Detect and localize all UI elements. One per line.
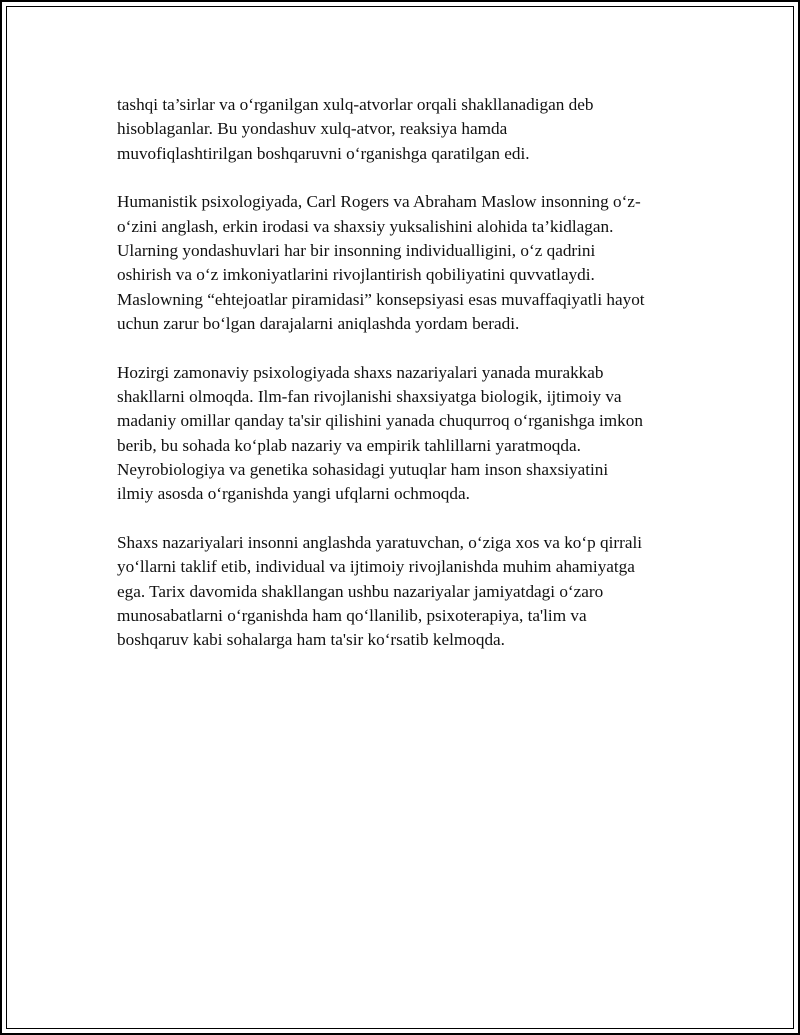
text-line: Ularning yondashuvlari har bir insonning individualligini, o‘z qadrini xyxy=(117,240,596,260)
text-line: yo‘llarni taklif etib, individual va ijtimoiy rivojlanishda muhim ahamiyatga xyxy=(117,557,635,577)
text-line: ega. Tarix davomida shakllangan ushbu nazariyalar jamiyatdagi o‘zaro xyxy=(117,581,604,601)
text-line: ilmiy asosda o‘rganishda yangi ufqlarni ochmoqda. xyxy=(117,484,470,504)
document-body xyxy=(117,93,692,677)
paragraph-modern xyxy=(117,361,692,507)
text-line: hisoblaganlar. Bu yondashuv xulq-atvor, reaksiya hamda xyxy=(117,119,508,139)
text-line: Humanistik psixologiyada, Carl Rogers va Abraham Maslow insonning o‘z- xyxy=(117,192,641,212)
text-line: oshirish va o‘z imkoniyatlarini rivojlantirish qobiliyatini quvvatlaydi. xyxy=(117,265,595,285)
text-line: Hozirgi zamonaviy psixologiyada shaxs nazariyalari yanada murakkab xyxy=(117,362,604,382)
text-line: shakllarni olmoqda. Ilm-fan rivojlanishi shaxsiyatga biologik, ijtimoiy va xyxy=(117,386,622,406)
text-line: o‘zini anglash, erkin irodasi va shaxsiy yuksalishini alohida ta’kidlagan. xyxy=(117,216,614,236)
text-line: Maslowning “ehtejoatlar piramidasi” konsepsiyasi esas muvaffaqiyatli hayot xyxy=(117,289,645,309)
text-line: munosabatlarni o‘rganishda ham qo‘llanilib, psixoterapiya, ta'lim va xyxy=(117,605,587,625)
text-line: Shaxs nazariyalari insonni anglashda yaratuvchan, o‘ziga xos va ko‘p qirrali xyxy=(117,532,642,552)
text-line: muvofiqlashtirilgan boshqaruvni o‘rganishga qaratilgan edi. xyxy=(117,143,530,163)
text-line: madaniy omillar qanday ta'sir qilishini yanada chuqurroq o‘rganishga imkon xyxy=(117,411,643,431)
text-line: tashqi ta’sirlar va o‘rganilgan xulq-atvorlar orqali shakllanadigan deb xyxy=(117,95,594,114)
paragraph-humanistic xyxy=(117,190,692,336)
text-line: boshqaruv kabi sohalarga ham ta'sir ko‘rsatib kelmoqda. xyxy=(117,630,505,650)
paragraph-conclusion xyxy=(117,531,692,652)
paragraph-behaviorism xyxy=(117,93,692,166)
text-line: berib, bu sohada ko‘plab nazariy va empirik tahlillarni yaratmoqda. xyxy=(117,435,581,455)
text-line: Neyrobiologiya va genetika sohasidagi yutuqlar ham inson shaxsiyatini xyxy=(117,459,609,479)
text-line: uchun zarur bo‘lgan darajalarni aniqlashda yordam beradi. xyxy=(117,313,520,333)
